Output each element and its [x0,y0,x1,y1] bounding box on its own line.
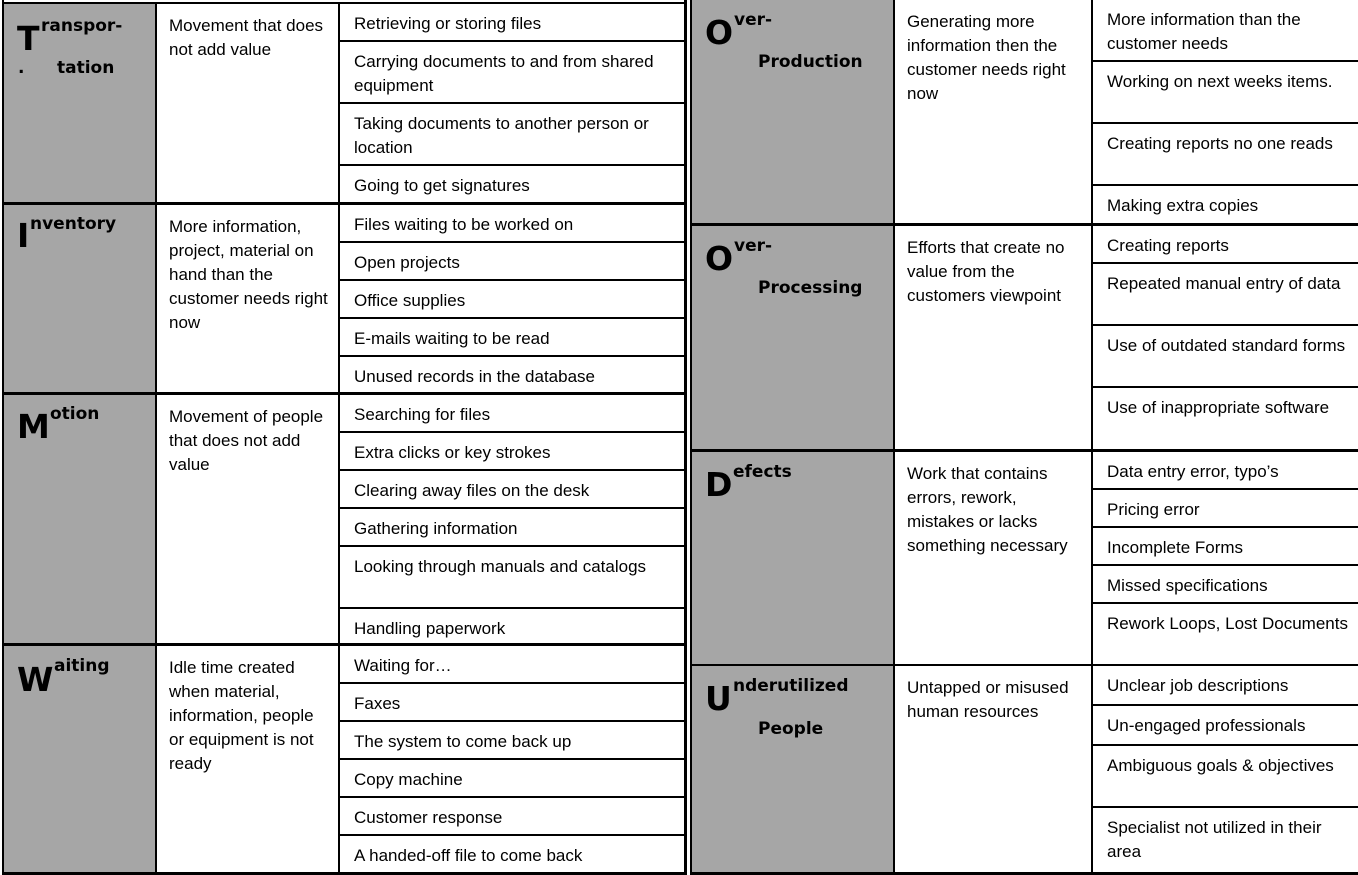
waste-name-cell [692,0,895,223]
example-item: Specialist not utilized in their area [1107,818,1322,861]
example-item: Office supplies [340,281,684,319]
example-item: Missed specifications [1093,566,1358,604]
example-item: Creating reports [1093,226,1358,264]
example-item: Ambiguous goals & objectives [1093,746,1358,808]
waste-name-rest: ver- [734,10,773,30]
waste-examples [340,205,684,392]
waste-name-rest: nventory [30,214,117,234]
waste-name-subline: tation [57,58,115,78]
example-item: Customer response [340,798,684,836]
waste-description: Work that contains errors, rework, mistakes or lacks something necessary [895,452,1093,664]
waste-name-subline: Processing [758,278,863,298]
waste-description: Movement that does not add value [157,4,340,202]
example-item: Looking through manuals and catalogs [340,547,684,609]
waste-name-subline: Production [758,52,863,72]
waste-name-subline: People [758,719,824,739]
example-item: Un-engaged professionals [1093,706,1358,746]
example-item: Files waiting to be worked on [340,205,684,243]
waste-name-cell [4,205,157,392]
waste-initial-letter: W [17,660,54,699]
waste-examples [340,646,684,872]
example-item: Carrying documents to and from shared equipment [340,42,684,104]
waste-section-waiting [4,643,684,872]
waste-name-rest: aiting [54,656,110,676]
example-item: Repeated manual entry of data [1093,264,1358,326]
example-item: Copy machine [340,760,684,798]
waste-initial-letter: T [17,19,40,58]
waste-name-rest: ranspor- [41,16,123,36]
waste-initial-letter: I [17,216,30,255]
example-item: Going to get signatures [354,176,530,195]
example-item: Unclear job descriptions [1093,666,1358,706]
example-item: Working on next weeks items. [1093,62,1358,124]
example-item: Faxes [340,684,684,722]
example-item: Retrieving or storing files [340,4,684,42]
example-item: Pricing error [1093,490,1358,528]
waste-initial-letter: U [705,679,732,718]
waste-section-transportation [4,2,684,202]
example-item: Clearing away files on the desk [340,471,684,509]
example-item: The system to come back up [340,722,684,760]
waste-description: Idle time created when material, information, people or equipment is not ready [157,646,340,872]
example-item: A handed-off file to come back [354,846,583,865]
waste-examples [1093,0,1358,223]
example-item: Use of outdated standard forms [1093,326,1358,388]
waste-section-underutilized-people [692,664,1358,872]
example-item: More information than the customer needs [1093,0,1358,62]
waste-description: Untapped or misused human resources [895,666,1093,872]
waste-name-dot: . [18,58,25,78]
example-item: Gathering information [340,509,684,547]
waste-examples [340,395,684,643]
waste-section-motion [4,392,684,643]
example-item: Data entry error, typo’s [1093,452,1358,490]
example-item: Incomplete Forms [1093,528,1358,566]
waste-examples [340,4,684,202]
waste-name-rest: nderutilized [733,676,849,696]
example-item: E-mails waiting to be read [340,319,684,357]
example-item: Waiting for… [340,646,684,684]
waste-name-cell [692,452,895,664]
waste-name-cell [4,395,157,643]
waste-description: Movement of people that does not add value [157,395,340,643]
waste-examples [1093,226,1358,449]
example-item: Rework Loops, Lost Documents [1107,614,1348,633]
example-item: Unused records in the database [354,367,595,386]
waste-section-over-processing [692,223,1358,449]
example-item: Extra clicks or key strokes [340,433,684,471]
waste-name-rest: efects [733,462,792,482]
waste-name-cell [692,666,895,872]
waste-name-cell [4,4,157,202]
example-item: Searching for files [340,395,684,433]
waste-description: Efforts that create no value from the customers viewpoint [895,226,1093,449]
example-item: Creating reports no one reads [1093,124,1358,186]
waste-name-rest: otion [50,404,100,424]
waste-name-cell [4,646,157,872]
example-item: Open projects [340,243,684,281]
waste-description: More information, project, material on hand than the customer needs right now [157,205,340,392]
waste-initial-letter: M [17,407,50,446]
waste-examples [1093,452,1358,664]
example-item: Use of inappropriate software [1107,398,1330,417]
example-item: Handling paperwork [354,619,506,638]
waste-section-over-production [692,0,1358,223]
waste-name-cell [692,226,895,449]
waste-section-inventory [4,202,684,392]
example-item: Making extra copies [1107,196,1259,215]
waste-initial-letter: O [705,239,734,278]
right-waste-table [690,0,1358,875]
waste-section-defects [692,449,1358,664]
left-waste-table [2,0,687,875]
waste-initial-letter: D [705,465,733,504]
example-item: Taking documents to another person or location [340,104,684,166]
waste-description: Generating more information then the customer needs right now [895,0,1093,223]
waste-examples [1093,666,1358,872]
waste-initial-letter: O [705,13,734,52]
waste-name-rest: ver- [734,236,773,256]
